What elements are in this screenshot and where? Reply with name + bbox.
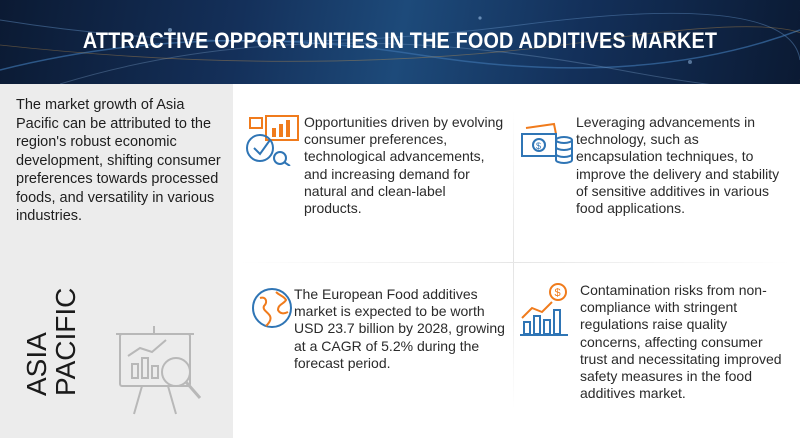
svg-text:$: $ (554, 287, 561, 299)
globe-icon (250, 286, 294, 330)
card-divider-horizontal (240, 262, 790, 263)
page-title: ATTRACTIVE OPPORTUNITIES IN THE FOOD ADDITIVES MARKET (82, 28, 718, 53)
region-description: The market growth of Asia Pacific can be attributed to the region's robust economic development, shifting consumer preferences towards processed foods, and versatility in various industries. (16, 97, 221, 224)
opportunity-text-2: Leveraging advancements in technology, such as encapsulation techniques, to improve the delivery and stability of sensitive additives in various food applications. (576, 114, 780, 217)
region-panel (0, 84, 233, 438)
dollar-growth-chart-icon (518, 282, 572, 338)
header-banner (0, 0, 800, 84)
opportunity-card-1 (240, 104, 510, 254)
opportunity-card-4 (516, 276, 796, 436)
card-divider-vertical (513, 110, 514, 410)
region-label-line2: PACIFIC (50, 287, 81, 396)
region-label (22, 281, 80, 396)
svg-text:$: $ (536, 141, 542, 151)
opportunity-card-2 (516, 104, 796, 254)
opportunity-chart-target-icon (244, 114, 300, 166)
opportunity-card-3 (240, 276, 510, 426)
opportunity-text-4: Contamination risks from non-compliance with stringent regulations raise quality concerns, affecting consumer trust and necessitating improved safety measures in the food additives market. (580, 282, 782, 402)
opportunity-text-3: The European Food additives market is expected to be worth USD 23.7 billion by 2028, growing at a CAGR of 5.2% during the forecast period. (294, 286, 505, 371)
presentation-chart-magnifier-icon (112, 318, 212, 418)
region-label-line1: ASIA (21, 332, 52, 396)
opportunity-text-1: Opportunities driven by evolving consumer preferences, technological advancements, and increasing demand for natural and clean-label products. (304, 114, 504, 217)
money-coins-icon (520, 122, 574, 166)
